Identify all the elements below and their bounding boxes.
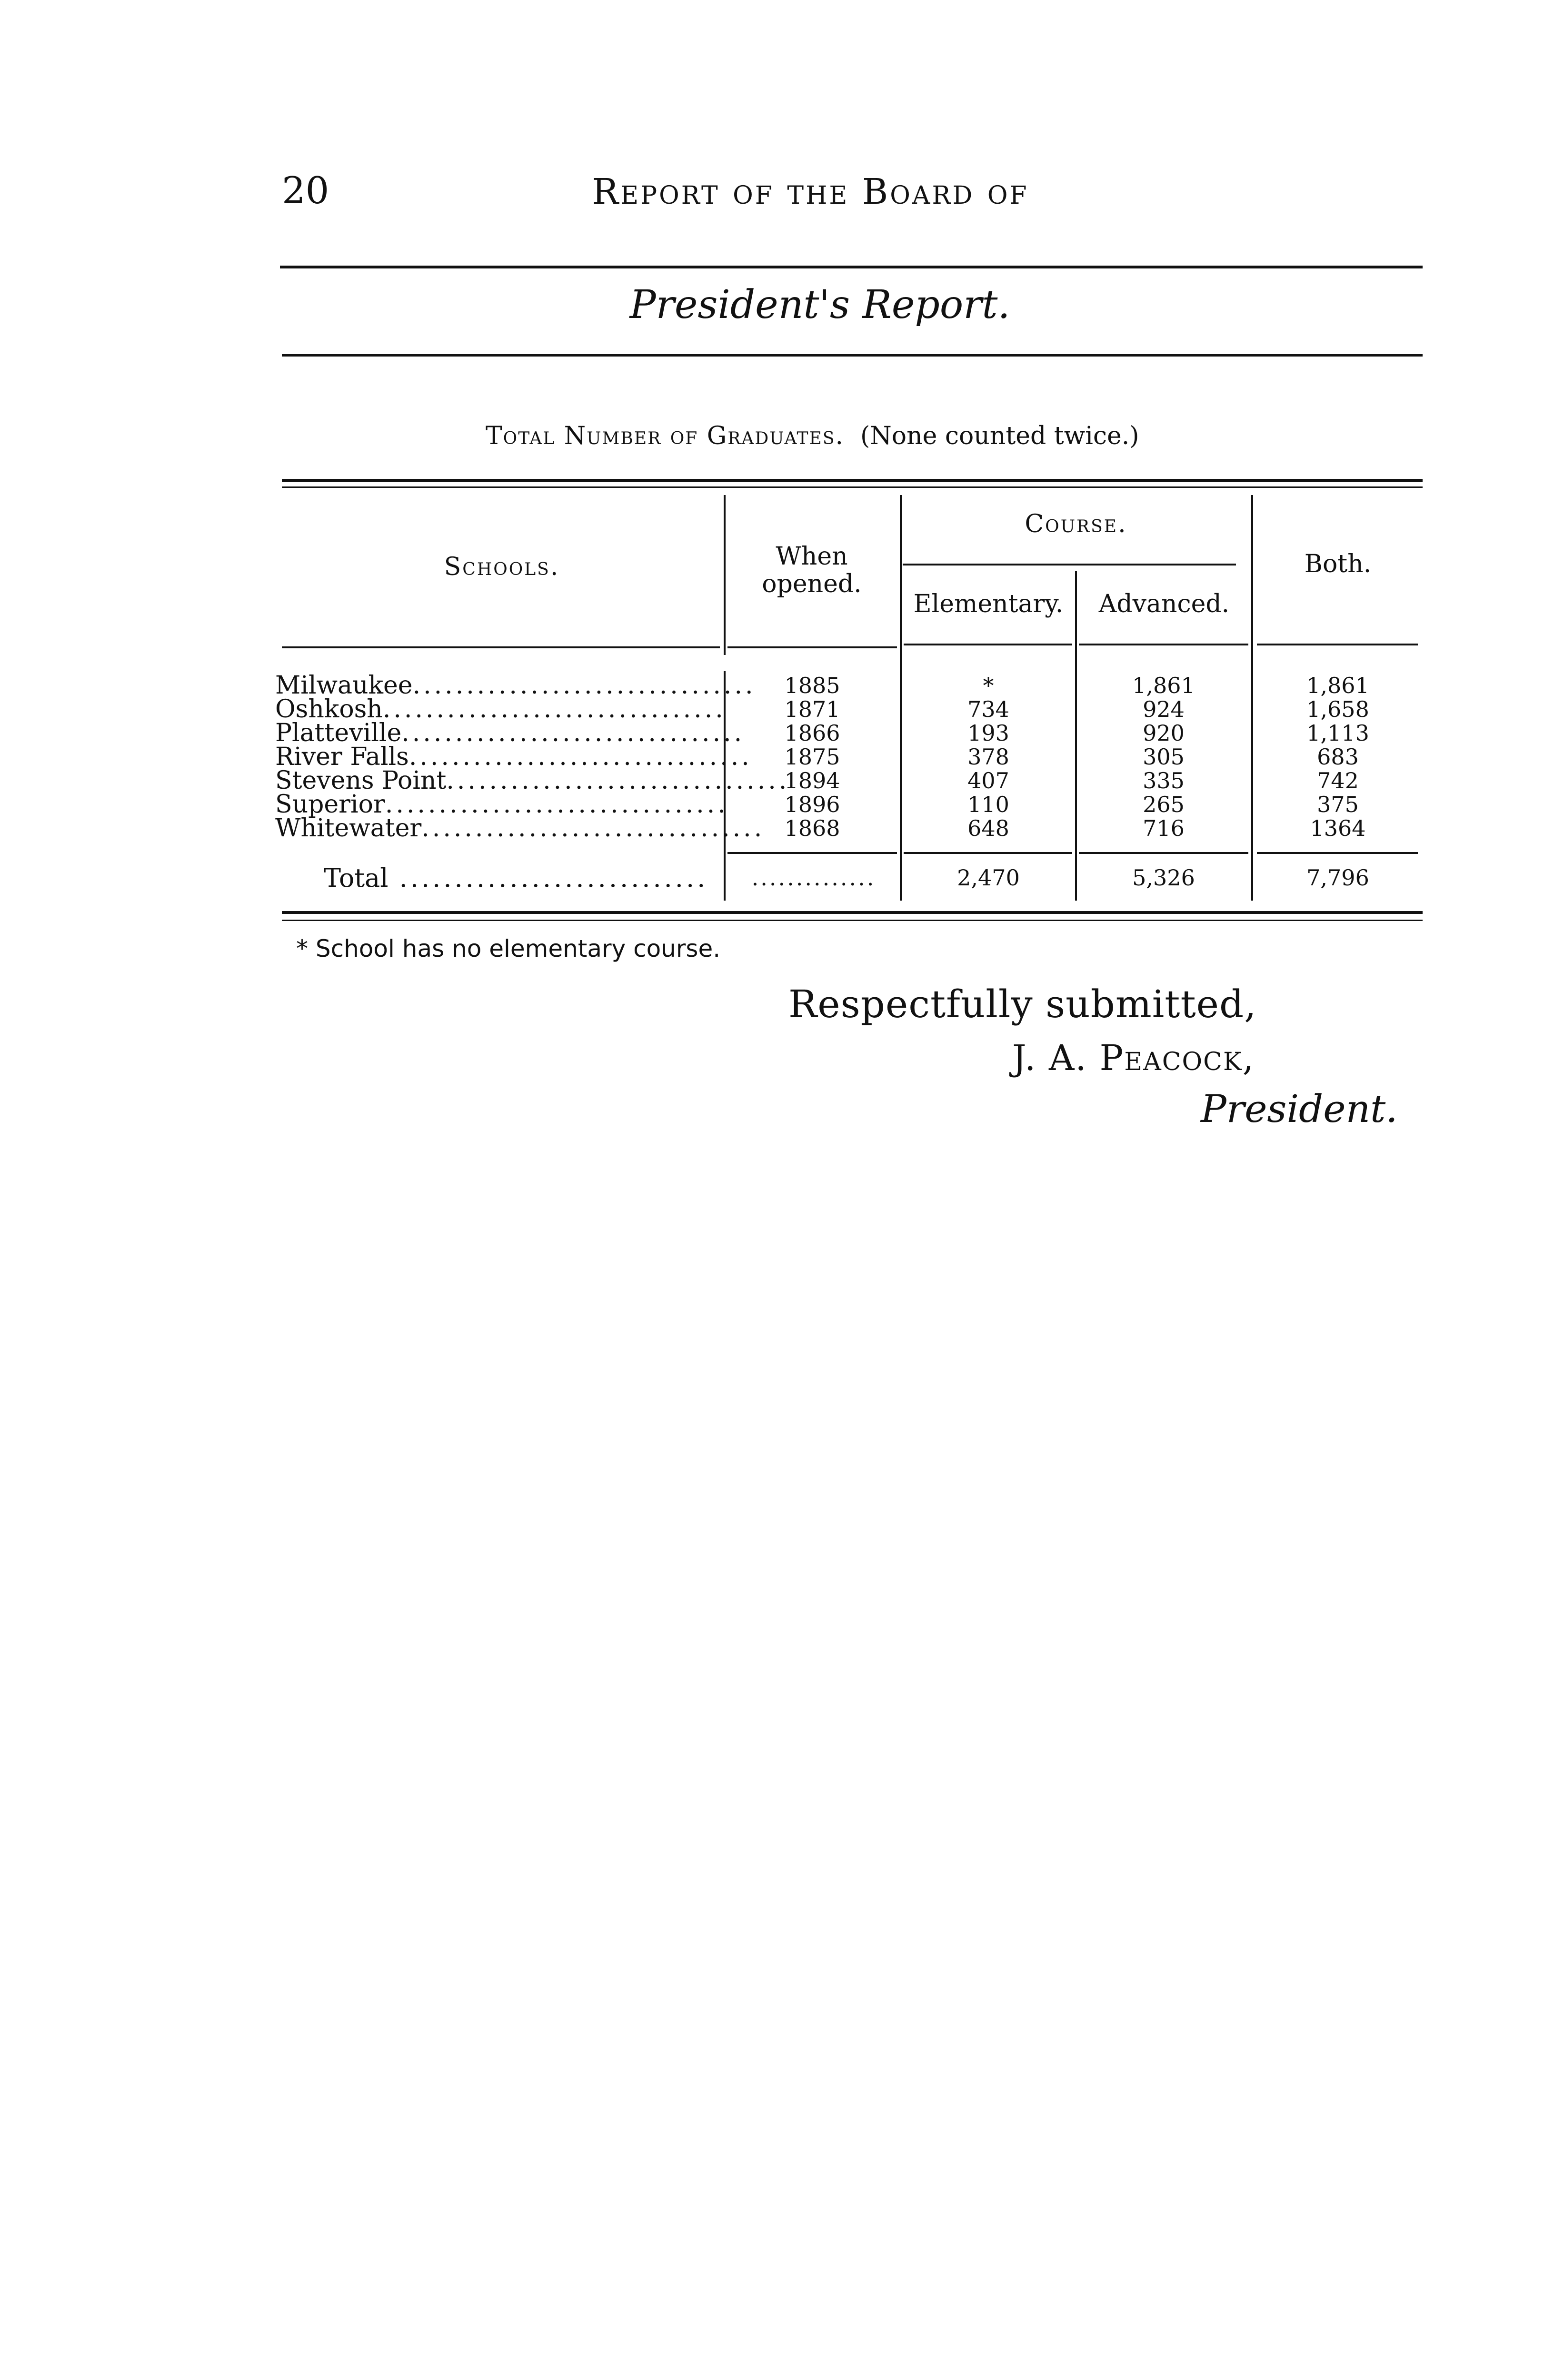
cell-opened: 1866	[784, 720, 840, 746]
cell-advanced: 305	[1143, 744, 1185, 770]
cell-opened: 1875	[784, 744, 840, 770]
total-elementary: 2,470	[957, 865, 1020, 891]
cell-opened: 1885	[784, 673, 840, 698]
table-caption	[486, 424, 1139, 448]
cell-advanced: 335	[1143, 768, 1185, 793]
header-bottom-rule	[1079, 644, 1248, 645]
total-advanced: 5,326	[1132, 865, 1195, 891]
cell-advanced: 265	[1143, 792, 1185, 817]
closing-line: Respectfully submitted,	[788, 982, 1257, 1026]
total-both: 7,796	[1306, 865, 1369, 891]
cell-elementary: 648	[967, 815, 1009, 841]
cell-opened: 1871	[784, 696, 840, 722]
course-subheader-rule	[903, 564, 1236, 565]
header-when-opened: When opened.	[762, 542, 862, 599]
school-name: Whitewater................................	[275, 814, 765, 843]
table-top-rule-thin	[282, 486, 1423, 488]
cell-advanced: 924	[1143, 696, 1185, 722]
school-name: Milwaukee................................	[275, 671, 756, 700]
cell-advanced: 716	[1143, 815, 1185, 841]
signatory-title: President.	[1201, 1087, 1398, 1131]
header-bottom-rule	[282, 646, 720, 648]
header-both: Both.	[1304, 550, 1372, 578]
total-separator	[1257, 852, 1418, 854]
page-number: 20	[282, 169, 329, 212]
table-bottom-rule	[282, 911, 1423, 914]
school-name: Superior................................	[275, 790, 728, 819]
cell-both: 1364	[1310, 815, 1366, 841]
header-schools: Schools.	[444, 553, 560, 581]
table-top-rule	[282, 479, 1423, 482]
total-opened: ..............	[751, 865, 876, 891]
header-rule-top	[280, 266, 1423, 268]
header-course: Course.	[1025, 510, 1127, 538]
cell-both: 1,113	[1306, 720, 1369, 746]
total-separator	[727, 852, 897, 854]
cell-elementary: *	[983, 673, 994, 698]
cell-elementary: 378	[967, 744, 1009, 770]
cell-both: 683	[1317, 744, 1359, 770]
running-head: Report of the Board of	[592, 171, 1029, 212]
column-divider	[724, 495, 726, 655]
cell-elementary: 734	[967, 696, 1009, 722]
cell-opened: 1868	[784, 815, 840, 841]
school-name: River Falls................................	[275, 743, 752, 771]
header-bottom-rule	[904, 644, 1072, 645]
table-bottom-rule-thin	[282, 920, 1423, 921]
cell-both: 375	[1317, 792, 1359, 817]
header-bottom-rule	[1257, 644, 1418, 645]
cell-advanced: 1,861	[1132, 673, 1195, 698]
cell-elementary: 407	[967, 768, 1009, 793]
cell-both: 742	[1317, 768, 1359, 793]
table-footnote: * School has no elementary course.	[296, 935, 721, 962]
cell-opened: 1896	[784, 792, 840, 817]
header-bottom-rule	[727, 646, 897, 648]
school-name: Platteville................................	[275, 719, 745, 747]
signatory-name: J. A. Peacock,	[1012, 1038, 1255, 1079]
cell-opened: 1894	[784, 768, 840, 793]
cell-elementary: 110	[967, 792, 1009, 817]
cell-advanced: 920	[1143, 720, 1185, 746]
header-rule-bottom	[282, 354, 1423, 357]
cell-both: 1,658	[1306, 696, 1369, 722]
total-separator	[904, 852, 1072, 854]
header-advanced: Advanced.	[1098, 590, 1230, 618]
table-caption-title: Total Number of Graduates.	[486, 422, 845, 450]
section-title: President's Report.	[629, 282, 1010, 327]
header-elementary: Elementary.	[913, 590, 1064, 618]
school-name: Stevens Point................................	[275, 766, 790, 795]
cell-both: 1,861	[1306, 673, 1369, 698]
cell-elementary: 193	[967, 720, 1009, 746]
table-caption-note: (None counted twice.)	[860, 422, 1139, 450]
total-label: Total ............................	[324, 863, 708, 893]
school-name: Oshkosh................................	[275, 695, 726, 724]
total-separator	[1079, 852, 1248, 854]
